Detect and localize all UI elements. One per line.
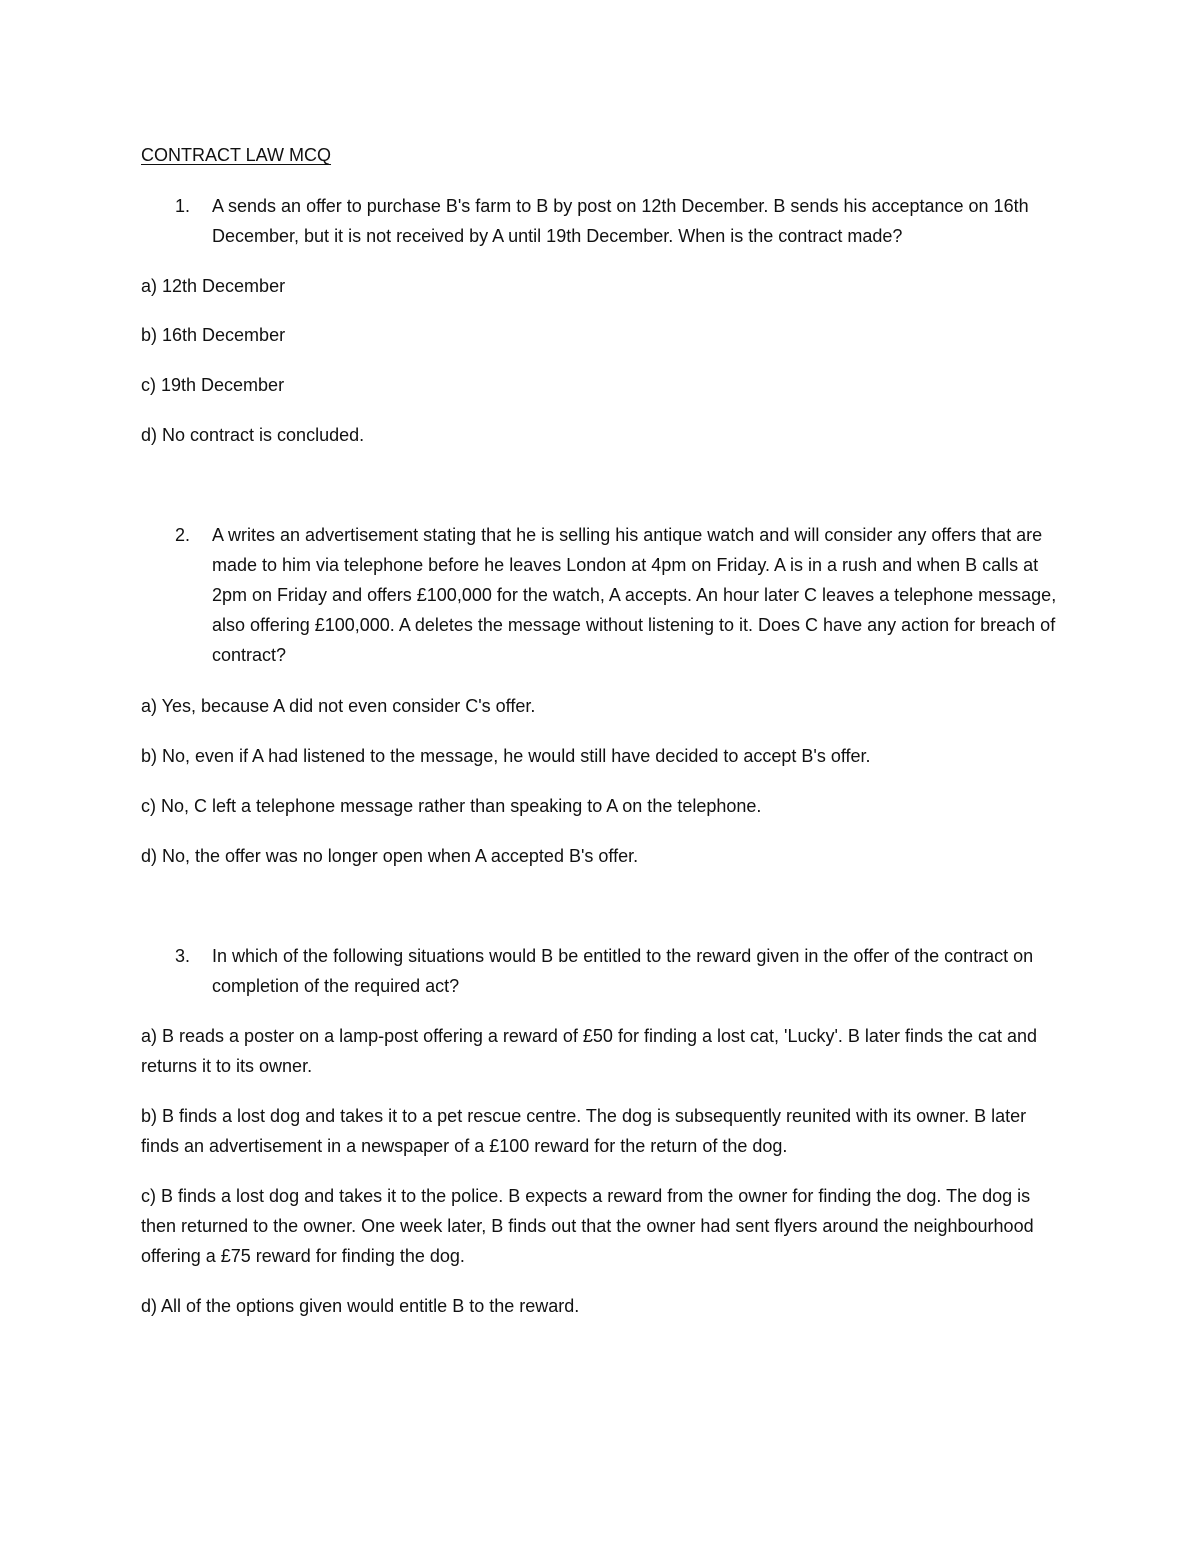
option-2b: b) No, even if A had listened to the message, he would still have decided to accept B's offer. xyxy=(141,746,871,766)
question-number: 1. xyxy=(175,196,191,216)
question-number: 3. xyxy=(175,946,191,966)
question-text: A writes an advertisement stating that he is selling his antique watch and will consider any offers that are made to him via telephone before he leaves London at 4pm on Friday. A is in a rush and when B calls at 2pm on Friday and offers £100,000 for the watch, A accepts. An hour later C leaves a telephone message, also offering £100,000. A deletes the message without listening to it. Does C have any action for breach of contract? xyxy=(212,525,1057,665)
question-number: 2. xyxy=(175,525,191,545)
option-2c: c) No, C left a telephone message rather than speaking to A on the telephone. xyxy=(141,796,762,816)
option-3d: d) All of the options given would entitle B to the reward. xyxy=(141,1296,580,1316)
question-3 xyxy=(141,941,1066,1001)
question-text: A sends an offer to purchase B's farm to B by post on 12th December. B sends his acceptance on 16th December, but it is not received by A until 19th December. When is the contract made? xyxy=(212,196,1029,246)
option-1b: b) 16th December xyxy=(141,325,286,345)
option-2a: a) Yes, because A did not even consider C's offer. xyxy=(141,696,536,716)
question-2 xyxy=(141,520,1066,670)
option-1c: c) 19th December xyxy=(141,375,285,395)
option-3b: b) B finds a lost dog and takes it to a pet rescue centre. The dog is subsequently reunited with its owner. B later finds an advertisement in a newspaper of a £100 reward for the return of the dog. xyxy=(141,1106,1027,1156)
question-text: In which of the following situations would B be entitled to the reward given in the offer of the contract on completion of the required act? xyxy=(212,946,1034,996)
option-1a: a) 12th December xyxy=(141,276,286,296)
question-1 xyxy=(141,191,1066,251)
option-3a: a) B reads a poster on a lamp-post offering a reward of £50 for finding a lost cat, 'Lucky'. B later finds the cat and returns it to its owner. xyxy=(141,1026,1038,1076)
option-3c: c) B finds a lost dog and takes it to the police. B expects a reward from the owner for finding the dog. The dog is then returned to the owner. One week later, B finds out that the owner had sent flyers around the neighbourhood offering a £75 reward for finding the dog. xyxy=(141,1186,1034,1266)
document-title: CONTRACT LAW MCQ xyxy=(141,145,332,165)
option-2d: d) No, the offer was no longer open when A accepted B's offer. xyxy=(141,846,639,866)
option-1d: d) No contract is concluded. xyxy=(141,425,365,445)
